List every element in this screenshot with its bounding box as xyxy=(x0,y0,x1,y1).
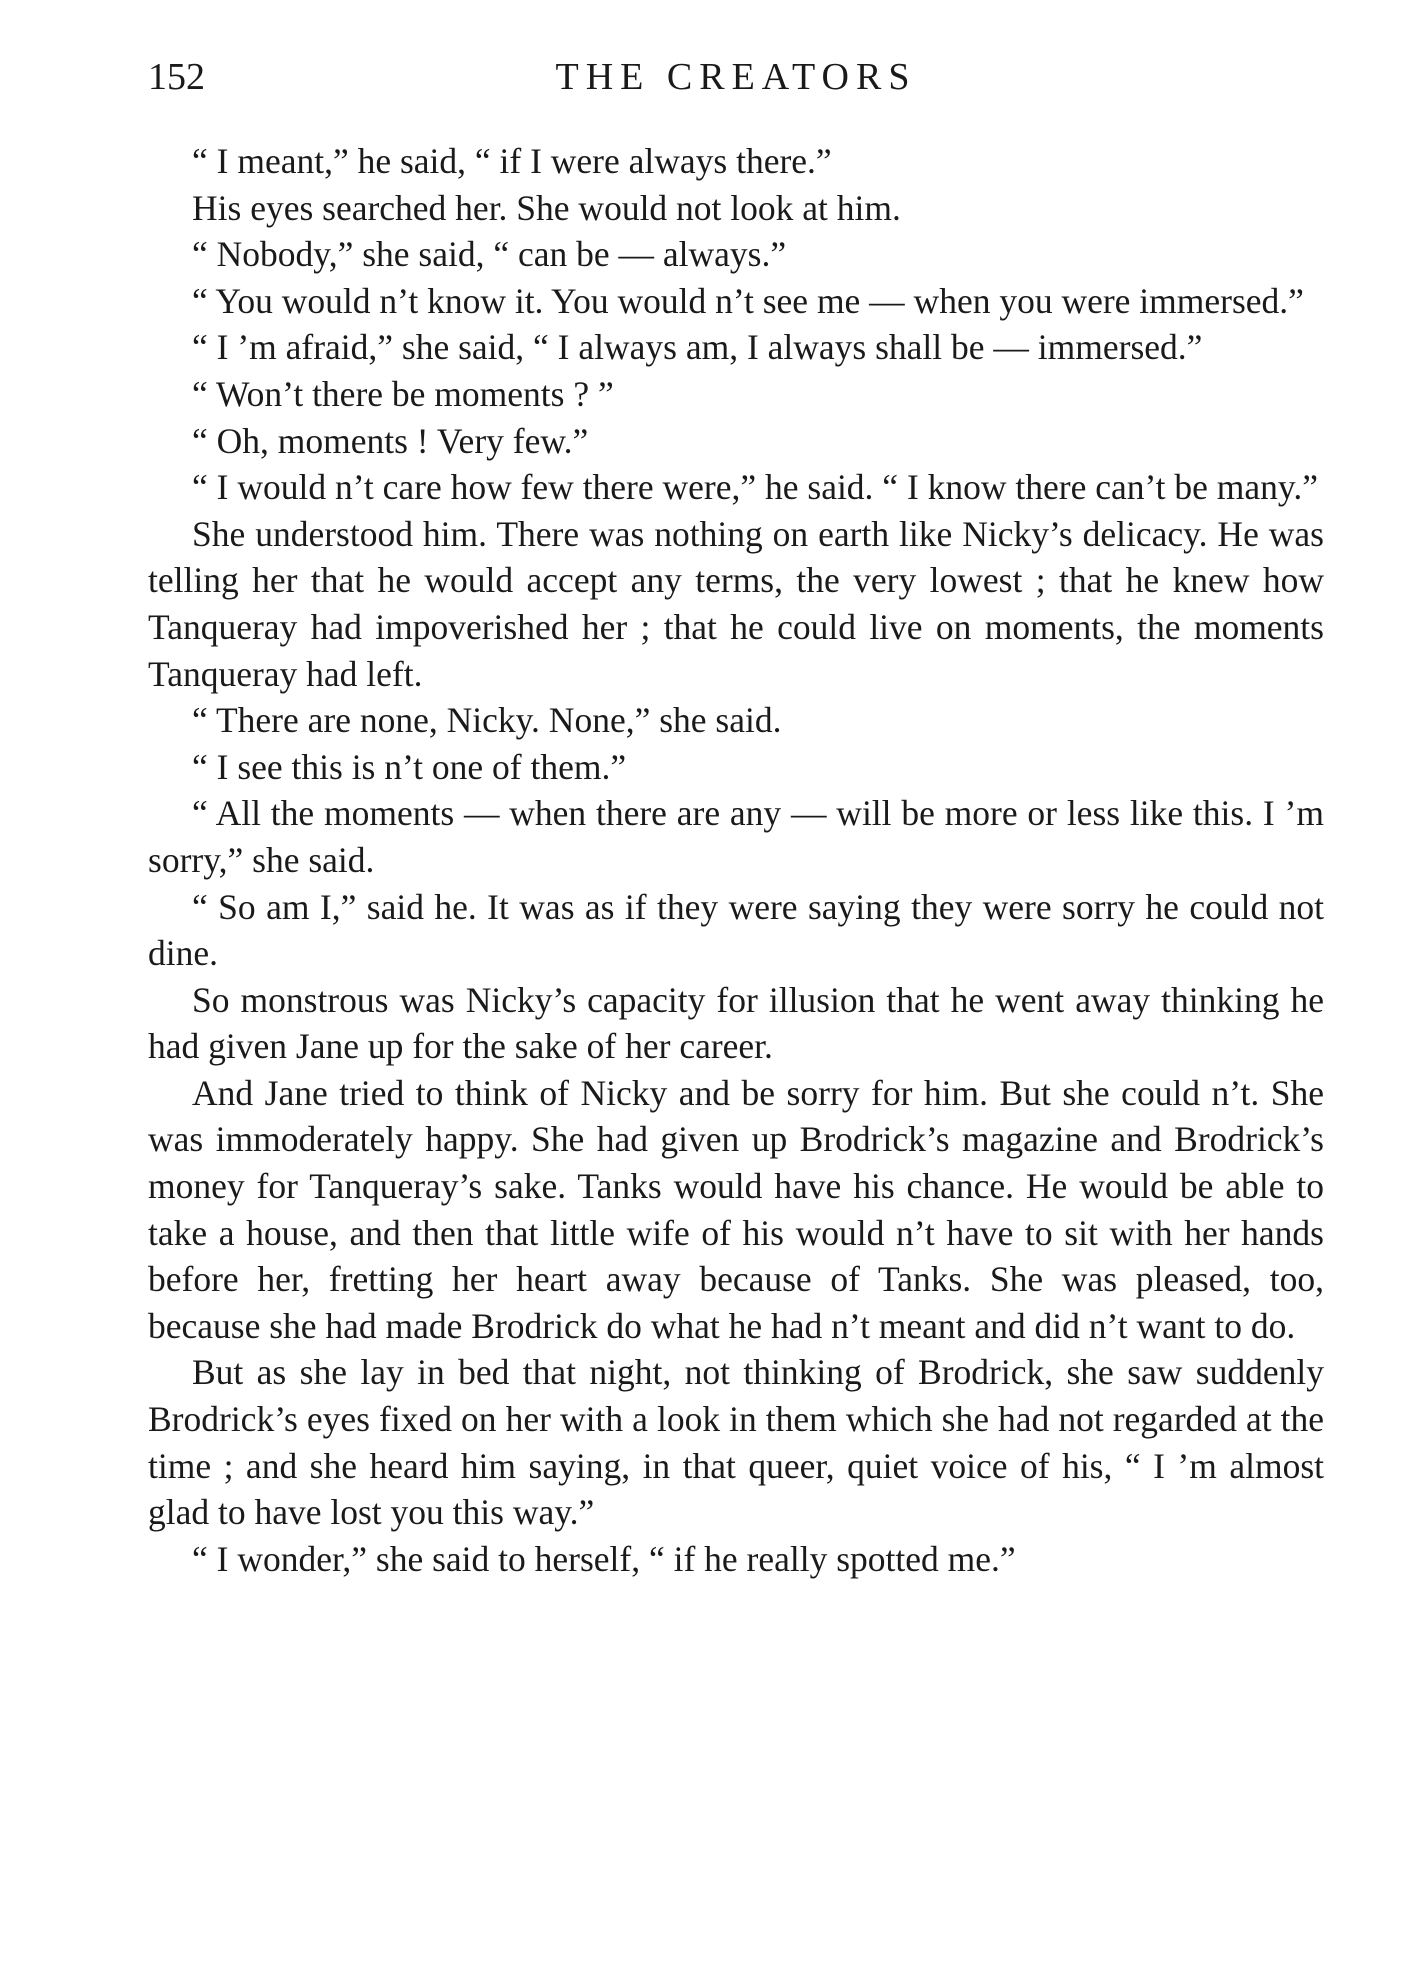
paragraph: “ I wonder,” she said to herself, “ if he really spotted me.” xyxy=(192,1538,1016,1579)
paragraph: “ Won’t there be moments ? ” xyxy=(192,373,614,414)
paragraph: “ I see this is n’t one of them.” xyxy=(192,746,627,787)
paragraph: “ There are none, Nicky. None,” she said. xyxy=(192,700,782,741)
running-title: THE CREATORS xyxy=(555,56,917,98)
paragraph: “ Nobody,” she said, “ can be — always.” xyxy=(192,234,787,275)
paragraph: “ You would n’t know it. You would n’t see me — when you were immersed.” xyxy=(192,280,1304,321)
paragraph: So monstrous was Nicky’s capacity for illusion that he went away thinking he had given Jane up for the sake of her career. xyxy=(148,979,1324,1067)
paragraph: And Jane tried to think of Nicky and be sorry for him. But she could n’t. She was immoderately happy. She had given up Brodrick’s magazine and Brodrick’s money for Tanqueray’s sake. Tanks would have his chance. He would be able to take a house, and then that little wife of his would n’t have to sit with her hands before her, fretting her heart away because of Tanks. She was pleased, too, because she had made Brodrick do what he had n’t meant and did n’t want to do. xyxy=(148,1072,1324,1346)
paragraph: “ I meant,” he said, “ if I were always there.” xyxy=(192,141,832,181)
paragraph: “ Oh, moments ! Very few.” xyxy=(192,420,589,461)
paragraph: “ All the moments — when there are any — will be more or less like this. I ’m sorry,” she said. xyxy=(148,793,1324,880)
page-number: 152 xyxy=(148,56,205,98)
paragraph: She understood him. There was nothing on earth like Nicky’s delicacy. He was telling her that he would accept any terms, the very lowest ; that he knew how Tanqueray had impoverished her ; that he could live on moments, the moments Tanqueray had left. xyxy=(148,513,1324,694)
body-text xyxy=(148,138,1324,1582)
paragraph: “ I ’m afraid,” she said, “ I always am, I always shall be — immersed.” xyxy=(192,327,1203,368)
paragraph: “ I would n’t care how few there were,” he said. “ I know there can’t be many.” xyxy=(192,467,1318,508)
paragraph: “ So am I,” said he. It was as if they were saying they were sorry he could not dine. xyxy=(148,886,1324,974)
paragraph: His eyes searched her. She would not look at him. xyxy=(192,187,901,228)
paragraph: But as she lay in bed that night, not thinking of Brodrick, she saw suddenly Brodrick’s eyes fixed on her with a look in them which she had not regarded at the time ; and she heard him saying, in that queer, quiet voice of his, “ I ’m almost glad to have lost you this way.” xyxy=(148,1352,1324,1533)
running-head xyxy=(148,52,1324,102)
